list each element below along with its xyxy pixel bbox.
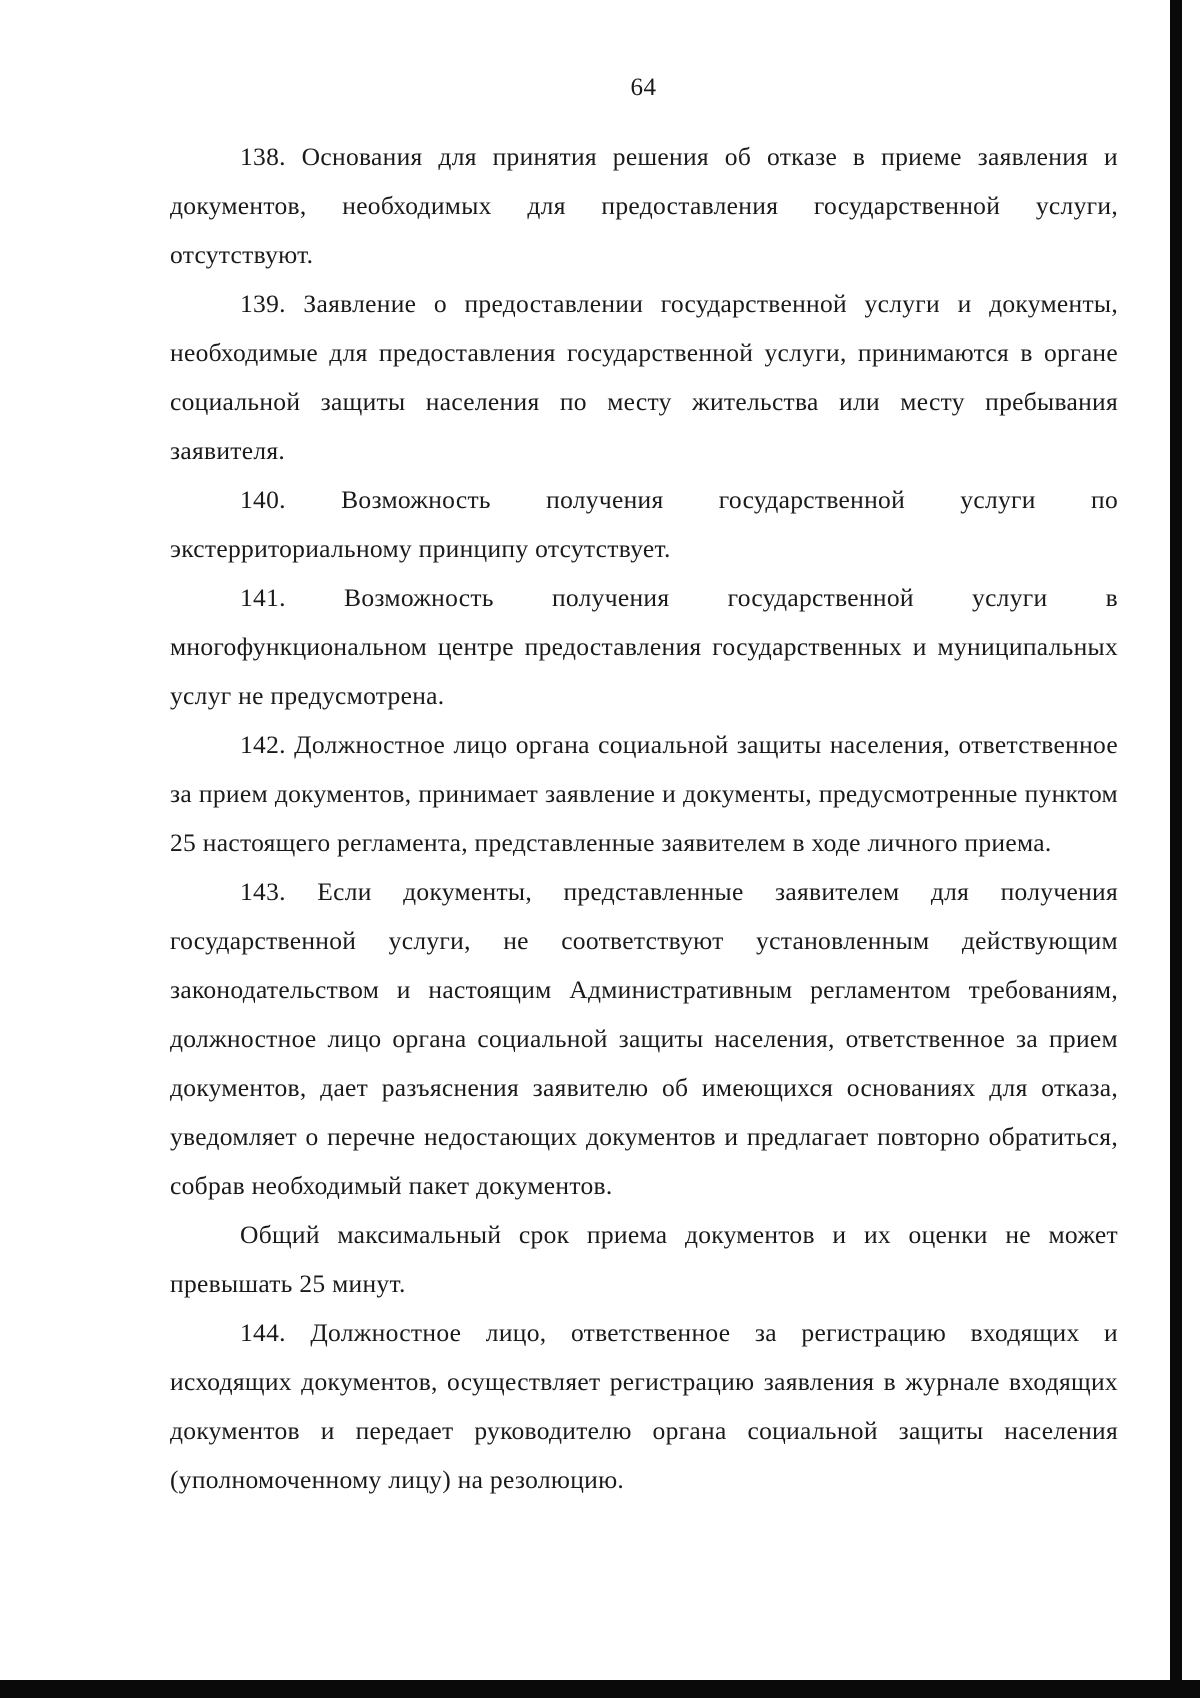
paragraph-139: 139. Заявление о предоставлении государственной услуги и документы, необходимые для предоставления государственной услуги, принимаются в органе социальной защиты населения по месту жительства или месту пребывания заявителя.: [170, 289, 1118, 465]
paragraph-142: 142. Должностное лицо органа социальной защиты населения, ответственное за прием документов, принимает заявление и документы, предусмотренные пунктом 25 настоящего регламента, представленные заявителем в ходе личного приема.: [170, 730, 1118, 857]
document-body: [170, 132, 1118, 1504]
scan-edge-right: [1170, 0, 1182, 1698]
paragraph-138: 138. Основания для принятия решения об отказе в приеме заявления и документов, необходимых для предоставления государственной услуги, отсутствуют.: [170, 142, 1118, 269]
page-number: 64: [630, 74, 657, 101]
paragraph-143-time-limit: Общий максимальный срок приема документов и их оценки не может превышать 25 минут.: [170, 1220, 1118, 1298]
paragraph-141: 141. Возможность получения государственной услуги в многофункциональном центре предоставления государственных и муниципальных услуг не предусмотрена.: [170, 583, 1118, 710]
paragraph-143: 143. Если документы, представленные заявителем для получения государственной услуги, не соответствуют установленным действующим законодательством и настоящим Административным регламентом требованиям, должностное лицо органа социальной защиты населения, ответственное за прием документов, дает разъяснения заявителю об имеющихся основаниях для отказа, уведомляет о перечне недостающих документов и предлагает повторно обратиться, собрав необходимый пакет документов.: [170, 877, 1118, 1200]
scan-edge-bottom: [0, 1680, 1200, 1698]
paragraph-144: 144. Должностное лицо, ответственное за регистрацию входящих и исходящих документов, осуществляет регистрацию заявления в журнале входящих документов и передает руководителю органа социальной защиты населения (уполномоченному лицу) на резолюцию.: [170, 1318, 1118, 1494]
paragraph-140: 140. Возможность получения государственной услуги по экстерриториальному принципу отсутствует.: [170, 485, 1118, 563]
